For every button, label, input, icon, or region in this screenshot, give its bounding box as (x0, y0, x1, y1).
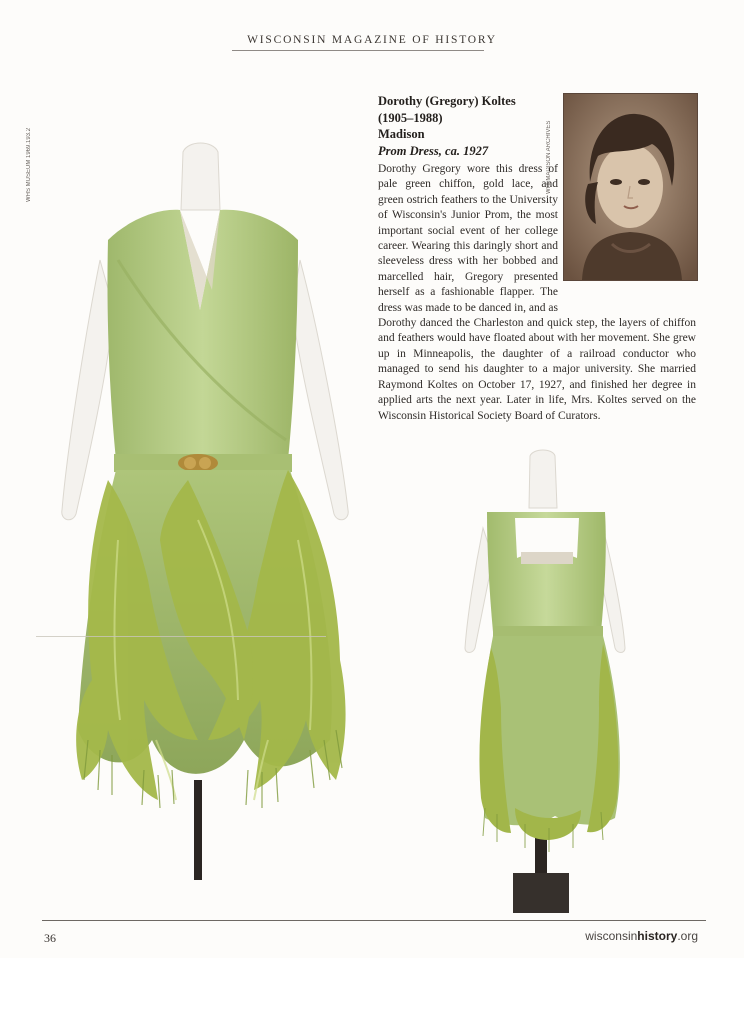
masthead-title: WISCONSIN MAGAZINE OF HISTORY (247, 34, 497, 46)
subject-name: Dorothy (Gregory) Koltes (378, 94, 516, 108)
website-prefix: wisconsin (585, 929, 638, 943)
subject-dates: (1905–1988) (378, 110, 443, 125)
dress-front-photo (48, 140, 378, 890)
page-edge (0, 958, 744, 1024)
photo-credit: WHI MADISON ARCHIVES (546, 120, 552, 194)
subject-city: Madison (378, 127, 425, 141)
portrait-photo (563, 93, 698, 281)
article-body: Dorothy Gregory wore this dress of pale green chiffon, gold lace, and green ostrich feathers to the University of Wisconsin's Junior Prom, the most important social event of her college career. Wearing this daringly short and sleeveless dress with her bobbed and marcelled hair, Gregory presented herself as a fashionable flapper. The dress was made to be danced in, and as Dorothy danced the Charleston and quick step, the layers of chiffon and feathers would have floated about with her movement. She grew up in Minneapolis, the daughter of a railroad conductor who managed to send his daughter to a major university. She married Raymond Koltes on October 17, 1927, and finished her degree in applied arts the next year. Later in life, Mrs. Koltes served on the Wisconsin Historical Society Board of Curators. (378, 163, 696, 422)
dress-back-photo (455, 448, 645, 918)
website-suffix: .org (677, 929, 698, 943)
article-heading (378, 93, 558, 159)
page-number: 36 (44, 931, 56, 945)
website-bold: history (637, 929, 678, 943)
website-url (585, 929, 698, 943)
page-fold-line (36, 636, 326, 637)
object-title: Prom Dress, ca. 1927 (378, 143, 489, 158)
footer-rule (42, 920, 706, 921)
masthead-rule (232, 50, 484, 51)
object-credit: WHS MUSEUM 1969.193.2 (26, 127, 32, 202)
